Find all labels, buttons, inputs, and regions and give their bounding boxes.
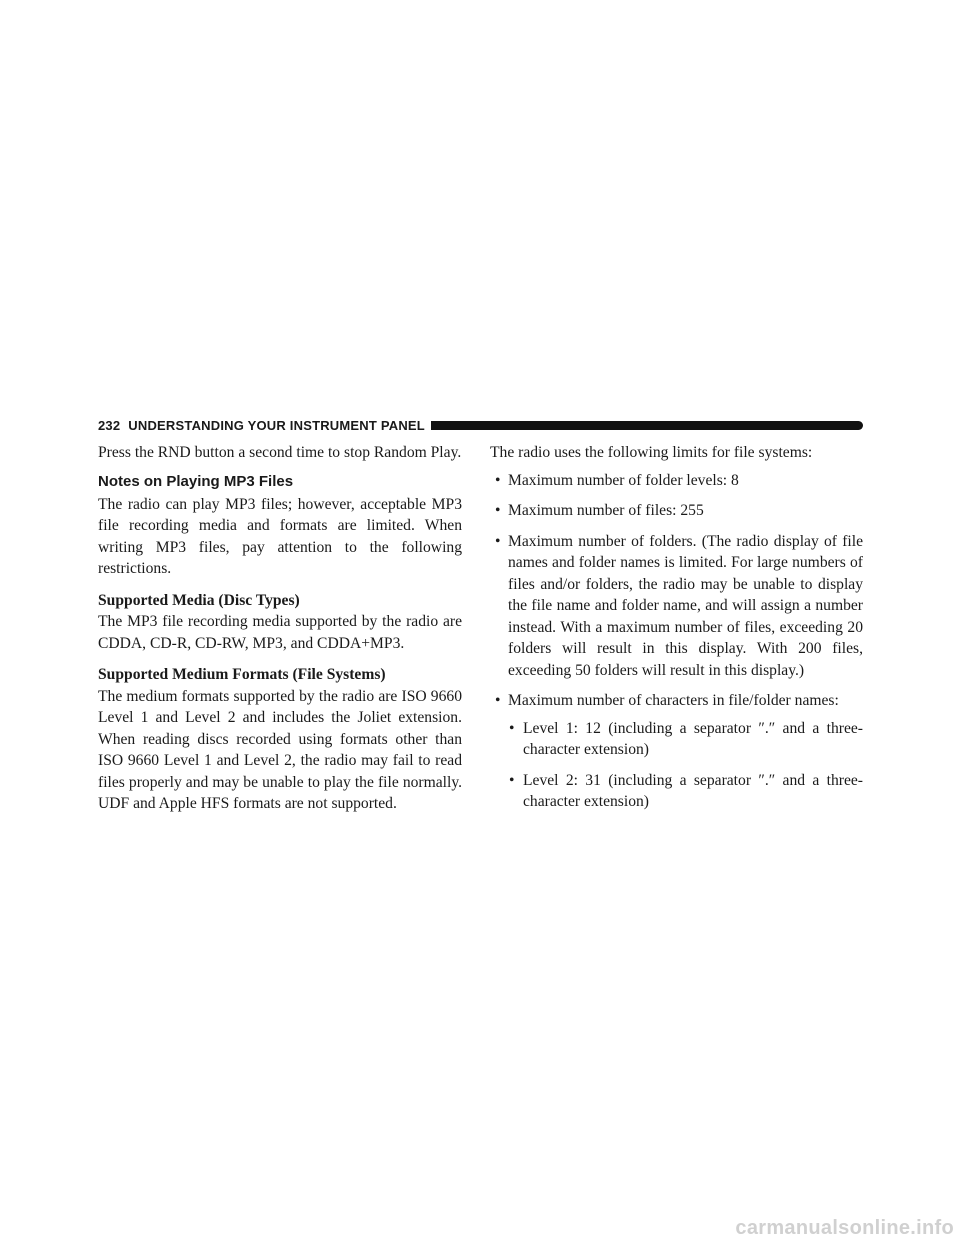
watermark: carmanualsonline.info [735, 1217, 954, 1239]
notes-heading: Notes on Playing MP3 Files [98, 472, 294, 490]
list-item [490, 690, 863, 813]
sub-list-item-text: Level 2: 31 (including a separator ″.″ and a three-character extension) [523, 771, 863, 810]
section-title: UNDERSTANDING YOUR INSTRUMENT PANEL [128, 417, 425, 433]
bullet-icon: • [509, 719, 515, 737]
right-column [490, 442, 863, 813]
character-limits-sublist [490, 718, 863, 813]
bullet-icon: • [509, 771, 515, 789]
header-rule-bar [431, 421, 863, 430]
list-item [490, 531, 863, 682]
supported-media-paragraph: The MP3 file recording media supported by the radio are CDDA, CD-R, CD-RW, MP3, and CDDA+MP3. [98, 613, 462, 652]
limits-intro-paragraph: The radio uses the following limits for file systems: [490, 444, 813, 461]
supported-media-heading: Supported Media (Disc Types) [98, 591, 300, 609]
list-item [490, 470, 863, 492]
list-item-text: Maximum number of files: 255 [508, 502, 704, 519]
bullet-icon: • [495, 532, 501, 550]
bullet-icon: • [495, 471, 501, 489]
bullet-icon: • [495, 692, 501, 709]
rnd-intro-paragraph: Press the RND button a second time to stop Random Play. [98, 444, 462, 461]
page-number: 232 [98, 417, 121, 433]
bullet-icon: • [495, 502, 501, 519]
supported-formats-paragraph: The medium formats supported by the radio are ISO 9660 Level 1 and Level 2 and includes the Joliet extension. When reading discs recorded using formats other than ISO 9660 Level 1 and Level 2, the radio may fail to read files properly and may be unable to play the file normally. UDF and Apple HFS formats are not supported. [98, 687, 462, 812]
left-column [98, 442, 462, 815]
list-item-text: Maximum number of folders. (The radio display of file names and folder names is limited. For large numbers of files and/or folders, the radio may be unable to display the file name and folder name, and will assign a number instead. With a maximum number of files, exceeding 20 folders will result in this display. With 200 files, exceeding 50 folders will result in this display.) [508, 532, 863, 679]
list-item-text: Maximum number of folder levels: 8 [508, 471, 739, 489]
list-item [490, 500, 863, 522]
page-header [98, 416, 863, 434]
notes-paragraph: The radio can play MP3 files; however, acceptable MP3 file recording media and formats are limited. When writing MP3 files, pay attention to the following restrictions. [98, 495, 462, 577]
limits-list [490, 470, 863, 813]
list-item-text: Maximum number of characters in file/folder names: [508, 692, 839, 709]
sub-list-item [490, 718, 863, 761]
sub-list-item [490, 770, 863, 813]
supported-formats-heading: Supported Medium Formats (File Systems) [98, 666, 386, 683]
sub-list-item-text: Level 1: 12 (including a separator ″.″ and a three-character extension) [523, 719, 863, 758]
